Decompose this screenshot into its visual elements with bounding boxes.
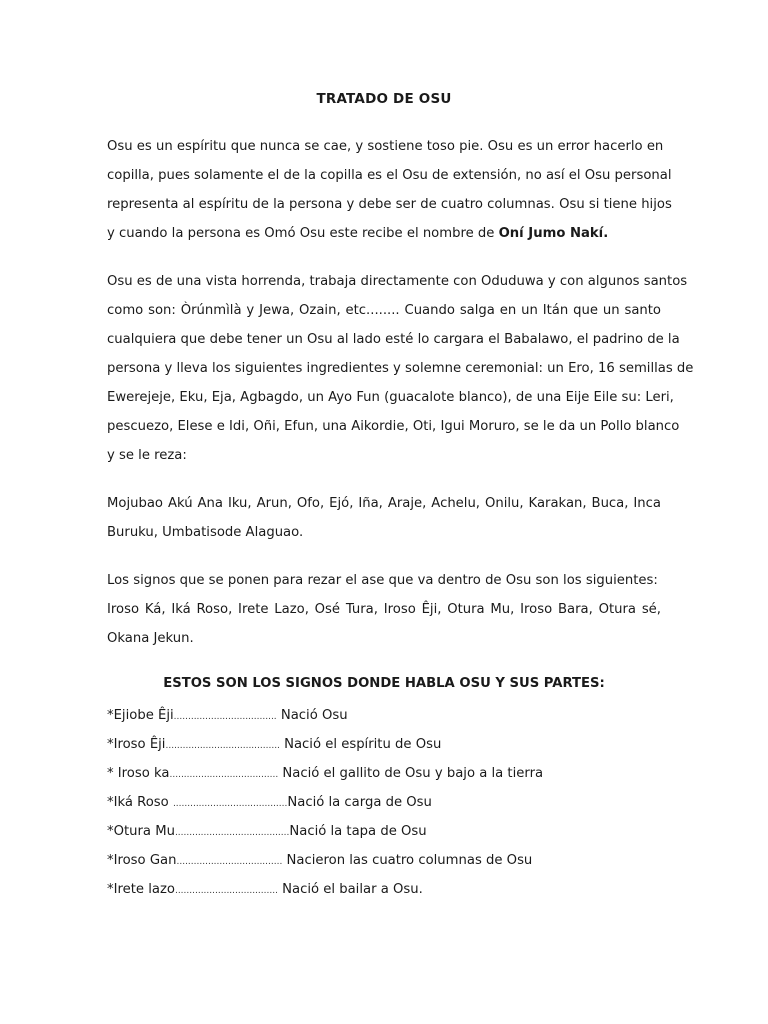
paragraph-line: persona y lleva los siguientes ingredientes y solemne ceremonial: un Ero, 16 semillas de (107, 361, 694, 376)
list-item (107, 846, 667, 875)
sign-meaning: Nació el espíritu de Osu (279, 737, 442, 752)
list-item (107, 788, 667, 817)
dot-leader: .................................... (174, 886, 278, 896)
paragraph-line (107, 219, 661, 248)
sign-meaning: Nacieron las cuatro columnas de Osu (282, 853, 533, 868)
paragraph-prayer (107, 489, 661, 547)
paragraph-line: Ewerejeje, Eku, Eja, Agbagdo, un Ayo Fun (guacalote blanco), de una Eije Eile su: Leri, (107, 390, 674, 405)
list-item (107, 817, 667, 846)
paragraph-line: Osu es de una vista horrenda, trabaja directamente con Oduduwa y con algunos santos (107, 274, 688, 289)
paragraph-line: cualquiera que debe tener un Osu al lado esté lo cargara el Babalawo, el padrino de la (107, 332, 680, 347)
bold-name: Oní Jumo Nakí. (498, 226, 609, 241)
sign-name: *Iroso Gan (107, 853, 177, 868)
sign-meaning: Nació la carga de Osu (287, 795, 432, 810)
paragraph-ceremony (107, 267, 694, 470)
paragraph-osu-description (107, 132, 672, 248)
dot-leader: .................................... (173, 712, 277, 722)
paragraph-signs-intro (107, 566, 661, 653)
dot-leader: ........................................ (174, 828, 290, 838)
sign-meaning: Nació el bailar a Osu. (277, 882, 423, 897)
sign-meaning: Nació la tapa de Osu (289, 824, 427, 839)
paragraph-line: y se le reza: (107, 448, 187, 463)
sign-name: *Otura Mu (107, 824, 175, 839)
sign-name: *Ejiobe Êji (107, 708, 174, 723)
paragraph-line: representa al espíritu de la persona y debe ser de cuatro columnas. Osu si tiene hijos (107, 197, 672, 212)
signs-heading: ESTOS SON LOS SIGNOS DONDE HABLA OSU Y SUS PARTES: (163, 676, 605, 691)
paragraph-line: copilla, pues solamente el de la copilla es el Osu de extensión, no así el Osu personal (107, 168, 672, 183)
paragraph-line: Osu es un espíritu que nunca se cae, y sostiene toso pie. Osu es un error hacerlo en (107, 139, 664, 154)
paragraph-line: Iroso Ká, Iká Roso, Irete Lazo, Osé Tura, Iroso Êji, Otura Mu, Iroso Bara, Otura sé, (107, 602, 661, 617)
list-item (107, 701, 667, 730)
sign-meaning: Nació Osu (276, 708, 348, 723)
sign-name: *Iká Roso (107, 795, 173, 810)
sign-meaning: Nació el gallito de Osu y bajo a la tierra (278, 766, 544, 781)
sign-name: *Iroso Êji (107, 737, 166, 752)
dot-leader: ...................................... (169, 770, 279, 780)
paragraph-line: Buruku, Umbatisode Alaguao. (107, 525, 304, 540)
paragraph-text: y cuando la persona es Omó Osu este recibe el nombre de (107, 226, 499, 241)
signs-list (107, 701, 667, 904)
paragraph-line: Los signos que se ponen para rezar el ase que va dentro de Osu son los siguientes: (107, 573, 658, 588)
sign-name: * Iroso ka (107, 766, 170, 781)
list-item (107, 759, 667, 788)
paragraph-line: Okana Jekun. (107, 631, 194, 646)
paragraph-line: pescuezo, Elese e Idi, Oñi, Efun, una Aikordie, Oti, Igui Moruro, se le da un Pollo blanco (107, 419, 680, 434)
document-title: TRATADO DE OSU (316, 91, 452, 107)
paragraph-line: como son: Òrúnmìlà y Jewa, Ozain, etc........ Cuando salga en un Itán que un santo (107, 303, 661, 318)
paragraph-line: Mojubao Akú Ana Iku, Arun, Ofo, Ejó, Iña, Araje, Achelu, Onilu, Karakan, Buca, Inca (107, 496, 661, 511)
dot-leader: ........................................ (172, 799, 288, 809)
sign-name: *Irete lazo (107, 882, 175, 897)
dot-leader: ........................................ (165, 741, 280, 751)
dot-leader: ..................................... (176, 857, 283, 867)
list-item (107, 730, 667, 759)
list-item (107, 875, 667, 904)
